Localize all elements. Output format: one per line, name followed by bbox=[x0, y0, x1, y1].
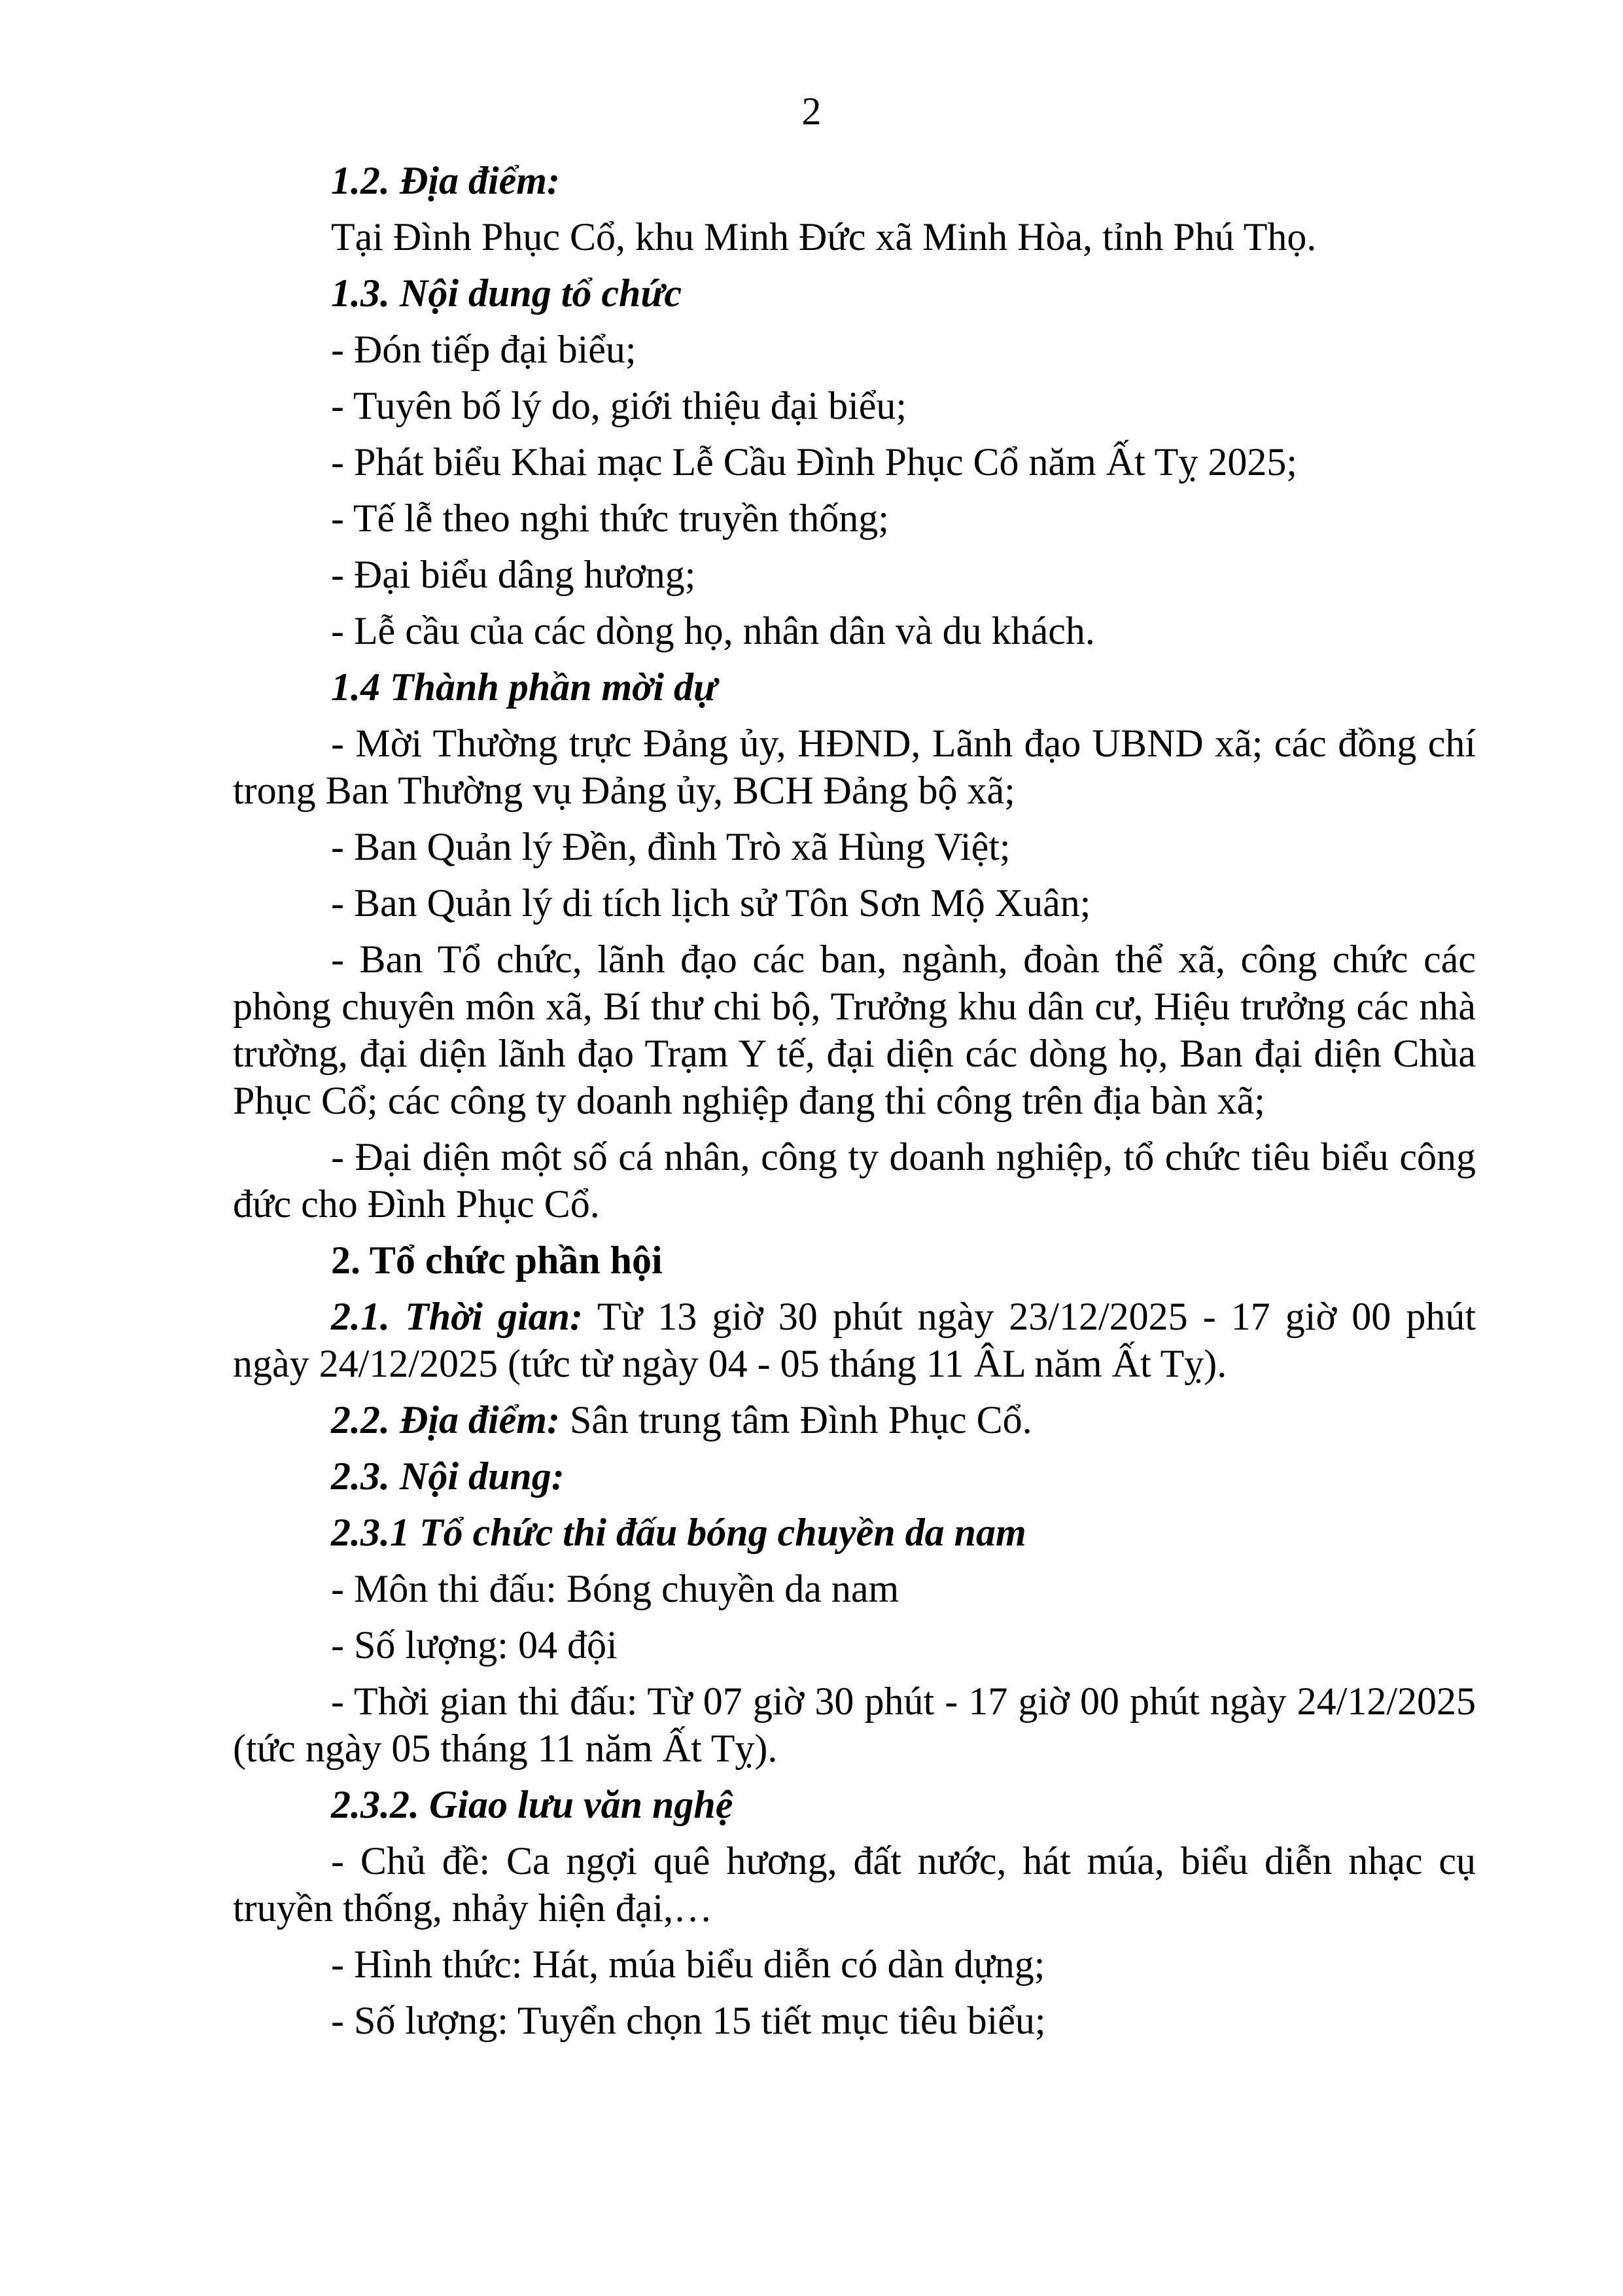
list-item: - Ban Quản lý Đền, đình Trò xã Hùng Việt; bbox=[331, 825, 1011, 868]
list-item: - Môn thi đấu: Bóng chuyền da nam bbox=[331, 1567, 899, 1610]
document-body bbox=[233, 157, 1476, 2053]
heading-1-2 bbox=[233, 157, 1476, 204]
list-item: - Chủ đề: Ca ngợi quê hương, đất nước, hát múa, biểu diễn nhạc cụ truyền thống, nhảy hiện đại,… bbox=[233, 1839, 1476, 1930]
time-text: Từ 13 giờ 30 phút ngày 23/12/2025 - 17 giờ 00 phút ngày 24/12/2025 (tức từ ngày 04 - 05 tháng 11 ÂL năm Ất Tỵ). bbox=[233, 1295, 1476, 1385]
list-item: - Mời Thường trực Đảng ủy, HĐND, Lãnh đạo UBND xã; các đồng chí trong Ban Thường vụ Đảng ủy, BCH Đảng bộ xã; bbox=[233, 722, 1476, 812]
list-item: - Ban Tổ chức, lãnh đạo các ban, ngành, đoàn thể xã, công chức các phòng chuyên môn xã, Bí thư chi bộ, Trưởng khu dân cư, Hiệu trưởng các nhà trường, đại diện lãnh đạo Trạm Y tế, đại diện các dòng họ, Ban đại diện Chùa Phục Cổ; các công ty doanh nghiệp đang thi công trên địa bàn xã; bbox=[233, 938, 1476, 1122]
place-label: 2.2. Địa điểm: bbox=[331, 1398, 560, 1441]
page-number: 2 bbox=[801, 90, 822, 133]
heading-1-3 bbox=[233, 270, 1476, 317]
location-text: Tại Đình Phục Cổ, khu Minh Đức xã Minh Hòa, tỉnh Phú Thọ. bbox=[331, 215, 1317, 258]
heading-1-3-text: 1.3. Nội dung tổ chức bbox=[331, 272, 682, 315]
heading-2: 2. Tổ chức phần hội bbox=[331, 1239, 663, 1282]
list-item: - Ban Quản lý di tích lịch sử Tôn Sơn Mộ Xuân; bbox=[331, 881, 1091, 925]
heading-2-3-2: 2.3.2. Giao lưu văn nghệ bbox=[331, 1783, 733, 1826]
list-item: - Số lượng: Tuyển chọn 15 tiết mục tiêu biểu; bbox=[331, 1999, 1046, 2042]
heading-1-4: 1.4 Thành phần mời dự bbox=[331, 665, 717, 709]
time-label: 2.1. Thời gian: bbox=[331, 1295, 584, 1338]
list-item: - Đại biểu dâng hương; bbox=[331, 553, 696, 596]
list-item: - Tế lễ theo nghi thức truyền thống; bbox=[331, 497, 889, 540]
place-text: Sân trung tâm Đình Phục Cổ. bbox=[559, 1398, 1032, 1441]
heading-2-3: 2.3. Nội dung: bbox=[331, 1455, 565, 1498]
list-item: - Phát biểu Khai mạc Lễ Cầu Đình Phục Cổ năm Ất Tỵ 2025; bbox=[331, 440, 1298, 484]
list-item: - Hình thức: Hát, múa biểu diễn có dàn dựng; bbox=[331, 1943, 1045, 1986]
list-item: - Lễ cầu của các dòng họ, nhân dân và du khách. bbox=[331, 609, 1095, 652]
place-paragraph bbox=[233, 1396, 1476, 1443]
heading-2-3-1: 2.3.1 Tổ chức thi đấu bóng chuyền da nam bbox=[331, 1511, 1026, 1554]
time-paragraph bbox=[233, 1293, 1476, 1387]
heading-1-2-text: 1.2. Địa điểm: bbox=[331, 159, 560, 202]
list-item: - Đón tiếp đại biểu; bbox=[331, 328, 637, 371]
list-item: - Thời gian thi đấu: Từ 07 giờ 30 phút - 17 giờ 00 phút ngày 24/12/2025 (tức ngày 05 tháng 11 năm Ất Tỵ). bbox=[233, 1680, 1476, 1770]
list-item: - Tuyên bố lý do, giới thiệu đại biểu; bbox=[331, 384, 907, 427]
list-item: - Số lượng: 04 đội bbox=[331, 1623, 618, 1667]
list-item: - Đại diện một số cá nhân, công ty doanh nghiệp, tổ chức tiêu biểu công đức cho Đình Phục Cổ. bbox=[233, 1135, 1476, 1226]
